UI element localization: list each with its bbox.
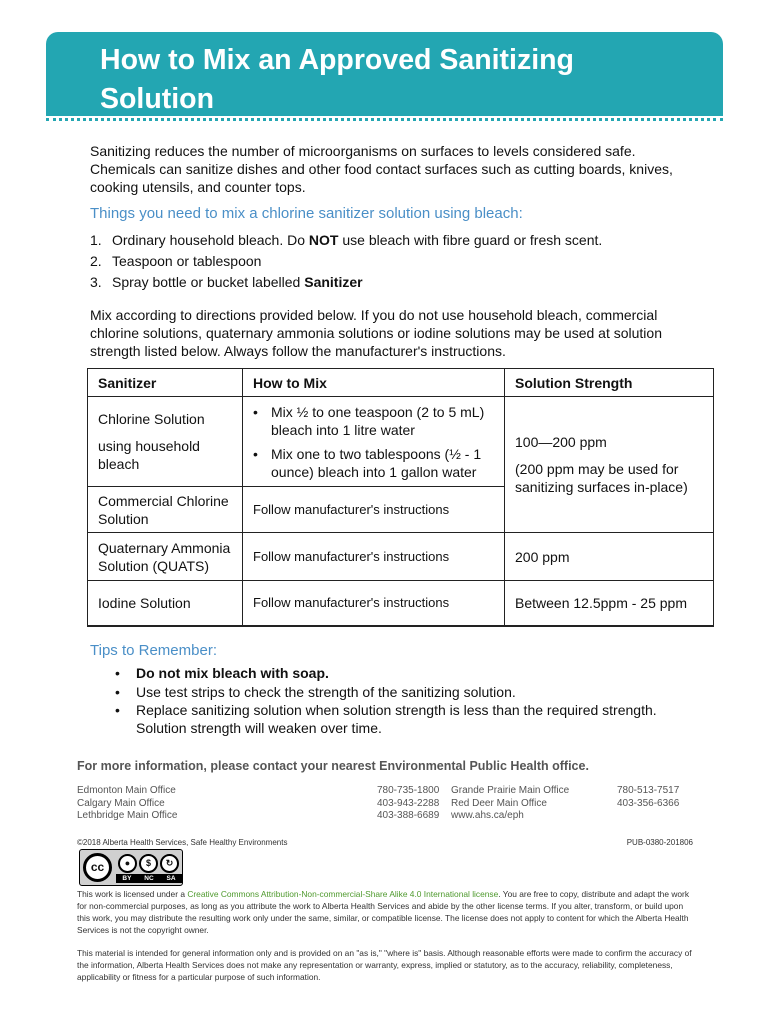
attribution-icon: ● [118, 854, 137, 873]
license-link[interactable]: Creative Commons Attribution-Non-commercial-Share Alike 4.0 International license [187, 889, 499, 899]
license-terms-bar: BY NC SA [116, 874, 182, 883]
list-text: Ordinary household bleach. Do NOT use bleach with fibre guard or fresh scent. [112, 232, 603, 248]
page-title [100, 41, 700, 119]
creative-commons-badge-icon [79, 849, 183, 886]
disclaimer-text: This material is intended for general information only and is provided on an "as is," "where is" basis. Although reasonable efforts were made to confirm the accuracy of the information, Alberta Health Services does not make any representation or warranty, express, implied or statutory, as to the accuracy, reliability, completeness, applicability or fitness for a particular purpose of such information. [77, 948, 692, 982]
list-item [90, 232, 710, 253]
list-item: • Replace sanitizing solution when solution strength is less than the required strength. Solution strength will weaken over time. [115, 702, 657, 736]
tips-heading: Tips to Remember: [90, 642, 217, 659]
table-header-row [88, 369, 714, 397]
website-link[interactable]: www.ahs.ca/eph [451, 810, 524, 821]
title-line-1: How to Mix an Approved Sanitizing [100, 44, 574, 76]
mix-paragraph: Mix according to directions provided below. If you do not use household bleach, commercial chlorine solutions, quaternary ammonia solutions or iodine solutions may be used at solution strength listed below. Always follow the manufacturer's instructions. [90, 307, 662, 359]
mix-cell: Follow manufacturer's instructions [243, 581, 505, 626]
title-line-2: Solution [100, 83, 214, 115]
list-text: Teaspoon or tablespoon [112, 253, 262, 269]
sanitizer-table [87, 368, 714, 627]
sanitizer-cell: Commercial Chlorine Solution [88, 487, 243, 533]
table-row [88, 397, 714, 487]
list-item: • Mix one to two tablespoons (½ - 1 ounce) bleach into 1 gallon water [253, 445, 482, 480]
strength-cell: Between 12.5ppm - 25 ppm [505, 581, 714, 626]
needs-list [90, 232, 710, 295]
title-banner [46, 32, 723, 116]
column-header: Sanitizer [88, 369, 243, 397]
dotted-divider [46, 118, 723, 121]
sanitizer-cell: Iodine Solution [88, 581, 243, 626]
copyright-text: ©2018 Alberta Health Services, Safe Healthy Environments [77, 838, 288, 847]
strength-cell: 100—200 ppm (200 ppm may be used for sanitizing surfaces in-place) [505, 397, 714, 533]
cc-icon: cc [83, 853, 112, 882]
office-names: Grande Prairie Main Office Red Deer Main Office www.ahs.ca/eph [451, 785, 570, 821]
sanitizer-cell: Chlorine Solution using household bleach [88, 397, 243, 487]
publication-code: PUB-0380-201806 [626, 838, 693, 847]
copyright-line [77, 838, 693, 847]
list-text: Spray bottle or bucket labelled Sanitizer [112, 274, 363, 290]
license-text: This work is licensed under a Creative Commons Attribution-Non-commercial-Share Alike 4.0 International license. You are free to copy, distribute and adapt the work for non-commercial purposes, as long as you attribute the work to Alberta Health Services and abide by the other license terms. If you alter, transform, or build upon this work, you may distribute the resulting work only under the same, similar, or compatible license. The license does not apply to content for which the Alberta Health Services is not the copyright owner. [77, 889, 690, 935]
column-header: Solution Strength [505, 369, 714, 397]
sanitizer-cell: Quaternary Ammonia Solution (QUATS) [88, 533, 243, 581]
list-number: 1. [90, 232, 102, 248]
list-item: • Do not mix bleach with soap. [115, 665, 329, 681]
intro-paragraph: Sanitizing reduces the number of microorganisms on surfaces to levels considered safe. Chemicals can sanitize dishes and other food contact surfaces such as cutting boards, knives, cooking utensils, and counter tops. [90, 143, 673, 195]
office-phones: 780-735-1800 403-943-2288 403-388-6689 [377, 785, 440, 821]
strength-cell: 200 ppm [505, 533, 714, 581]
list-number: 2. [90, 253, 102, 269]
mix-cell: Follow manufacturer's instructions [243, 487, 505, 533]
office-names: Edmonton Main Office Calgary Main Office Lethbridge Main Office [77, 785, 178, 821]
contact-heading: For more information, please contact your nearest Environmental Public Health office. [77, 759, 589, 773]
office-list [77, 785, 717, 825]
share-alike-icon: ↻ [160, 854, 179, 873]
column-header: How to Mix [243, 369, 505, 397]
mix-cell: Follow manufacturer's instructions [243, 533, 505, 581]
non-commercial-icon: $ [139, 854, 158, 873]
tips-list [115, 664, 695, 738]
list-item: • Use test strips to check the strength of the sanitizing solution. [115, 683, 516, 700]
mix-cell [243, 397, 505, 487]
table-row [88, 533, 714, 581]
table-row [88, 581, 714, 626]
office-phones: 780-513-7517 403-356-6366 [617, 785, 680, 809]
list-item [90, 253, 710, 274]
needs-heading: Things you need to mix a chlorine sanitizer solution using bleach: [90, 205, 523, 222]
list-item: • Mix ½ to one teaspoon (2 to 5 mL) bleach into 1 litre water [253, 403, 485, 438]
list-number: 3. [90, 274, 102, 290]
list-item [90, 274, 710, 295]
